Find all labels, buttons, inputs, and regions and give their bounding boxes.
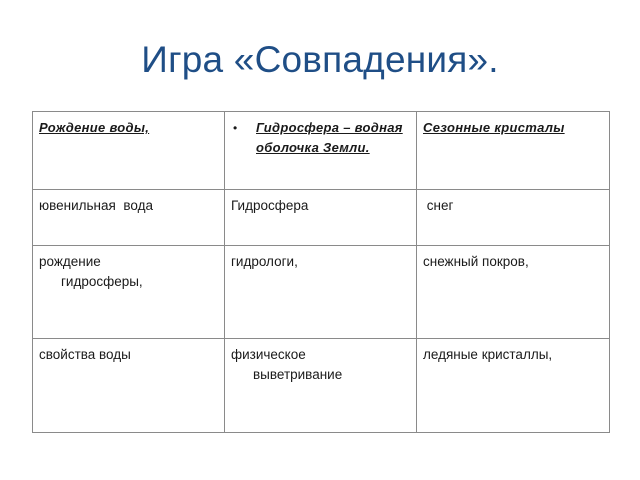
header-text: Гидросфера – водная оболочка Земли. — [256, 120, 403, 155]
cell-text: ювенильная вода — [39, 198, 153, 213]
bullet-icon: • — [233, 121, 238, 135]
cell-text: гидрологи, — [231, 254, 298, 269]
table-cell — [417, 190, 610, 246]
table-cell — [225, 246, 417, 339]
slide-title: Игра «Совпадения». — [141, 39, 499, 80]
table-cell — [417, 246, 610, 339]
table-cell — [417, 339, 610, 433]
table-row — [33, 190, 610, 246]
cell-text: физическое выветривание — [231, 347, 343, 382]
table-row — [33, 246, 610, 339]
header-text: Сезонные кристалы — [423, 120, 565, 135]
table-header-row — [33, 112, 610, 190]
cell-text: снежный покров, — [423, 254, 529, 269]
header-text: Рождение воды, — [39, 120, 150, 135]
cell-text: снег — [423, 198, 454, 213]
cell-text: рождение гидросферы, — [39, 254, 143, 289]
header-cell-seasonal-crystals — [417, 112, 610, 190]
cell-text: ледяные кристаллы, — [423, 347, 553, 362]
table-row — [33, 339, 610, 433]
table-cell — [33, 190, 225, 246]
cell-text: Гидросфера — [231, 198, 309, 213]
table-cell — [225, 339, 417, 433]
table-cell — [33, 339, 225, 433]
header-cell-birth-of-water — [33, 112, 225, 190]
matching-game-table — [32, 111, 610, 433]
header-cell-hydrosphere — [225, 112, 417, 190]
table-cell — [225, 190, 417, 246]
table-cell — [33, 246, 225, 339]
cell-text: свойства воды — [39, 347, 131, 362]
